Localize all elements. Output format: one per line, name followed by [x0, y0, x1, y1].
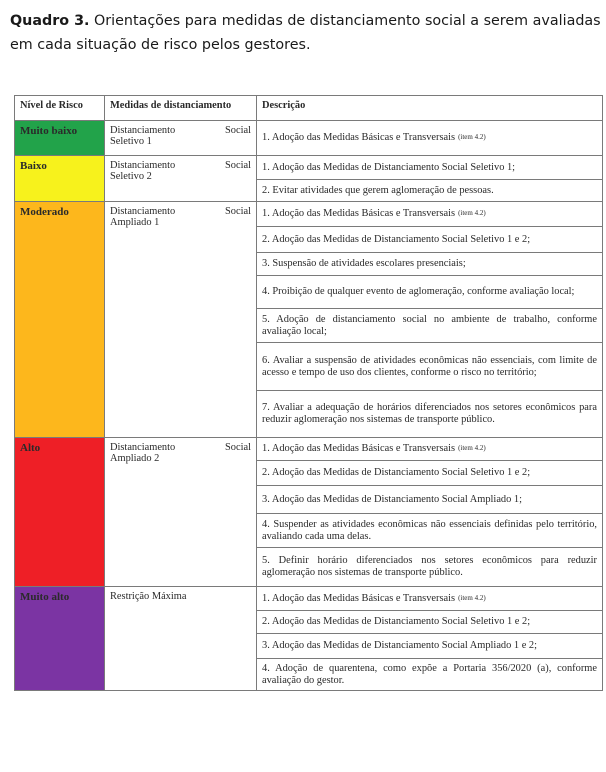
description-content [262, 227, 597, 252]
measure-word: Social [225, 160, 251, 171]
measure-line-1 [110, 206, 251, 217]
description-text-wrap [262, 467, 530, 479]
risk-level-moderado: Moderado [15, 202, 105, 438]
description-text-wrap [262, 494, 522, 506]
description-cell [257, 611, 603, 634]
description-text: 7. Avaliar a adequação de horários diferenciados nos setores econômicos para reduzir aglomeração nos sistemas de transporte público. [262, 402, 597, 425]
caption-line-2: em cada situação de risco pelos gestores. [10, 37, 311, 53]
measure-line-2: Ampliado 1 [110, 217, 160, 228]
description-content [262, 156, 597, 179]
description-content [262, 391, 597, 437]
description-text: 4. Adoção de quarentena, como expõe a Portaria 356/2020 (a), conforme avaliação do gestor. [262, 662, 597, 686]
description-text: 2. Evitar atividades que gerem aglomeração de pessoas. [262, 184, 494, 196]
description-text-wrap [262, 185, 494, 197]
description-text-wrap [262, 314, 597, 338]
description-content [262, 276, 597, 308]
description-cell [257, 121, 603, 156]
measure-word: Distanciamento [110, 125, 176, 136]
measure-line-2: Ampliado 2 [110, 453, 160, 464]
description-cell [257, 461, 603, 486]
description-content [262, 486, 597, 513]
description-content [262, 309, 597, 342]
header-row [15, 96, 603, 121]
description-content [262, 253, 597, 275]
description-cell [257, 309, 603, 343]
description-cell [257, 253, 603, 276]
measure-line-1 [110, 160, 251, 171]
measure-word: Social [225, 206, 251, 217]
description-text: 4. Suspender as atividades econômicas não essenciais definidas pelo território, avaliando cada uma delas. [262, 518, 597, 542]
description-cell [257, 391, 603, 438]
description-text: 1. Adoção das Medidas Básicas e Transversais [262, 208, 456, 219]
description-text-wrap [262, 208, 486, 220]
measure-word: Distanciamento [110, 206, 176, 217]
item-reference: (item 4.2) [458, 133, 486, 141]
header-description: Descrição [257, 96, 603, 121]
measure-word: Social [225, 125, 251, 136]
description-content [262, 180, 597, 201]
measure-moderado [105, 202, 257, 438]
risk-level-baixo: Baixo [15, 156, 105, 202]
measure-word: Distanciamento [110, 160, 176, 171]
description-text-wrap [262, 162, 515, 174]
description-text: 3. Adoção das Medidas de Distanciamento Social Ampliado 1; [262, 493, 523, 505]
description-content [262, 659, 597, 690]
description-text-wrap [262, 258, 466, 270]
measure-line-1 [110, 125, 251, 136]
table-caption [10, 9, 606, 57]
description-text-wrap [262, 593, 486, 605]
distancing-table [14, 95, 603, 691]
measure-line-1 [110, 442, 251, 453]
description-text: 1. Adoção das Medidas Básicas e Transversais [262, 132, 456, 143]
item-reference: (item 4.2) [458, 209, 486, 217]
table-row [15, 156, 603, 180]
description-content [262, 438, 597, 460]
description-cell [257, 202, 603, 227]
description-text-wrap [262, 132, 486, 144]
measure-line-2: Seletivo 2 [110, 171, 152, 182]
description-content [262, 634, 597, 658]
description-text: 1. Adoção das Medidas Básicas e Transversais [262, 443, 456, 454]
description-text-wrap [262, 663, 597, 687]
description-cell [257, 343, 603, 391]
description-content [262, 202, 597, 226]
description-cell [257, 276, 603, 309]
caption-line-1 [10, 9, 606, 33]
description-text: 6. Avaliar a suspensão de atividades econômicas não essenciais, com limite de acesso e tempo de uso dos clientes, conforme o risco no território; [262, 354, 597, 378]
description-cell [257, 438, 603, 461]
table-row [15, 202, 603, 227]
description-text: 1. Adoção das Medidas Básicas e Transversais [262, 592, 456, 604]
description-text: 3. Adoção das Medidas de Distanciamento Social Ampliado 1 e 2; [262, 640, 538, 651]
description-content [262, 514, 597, 547]
description-text-wrap [262, 286, 574, 298]
description-content [262, 611, 597, 633]
description-cell [257, 227, 603, 253]
caption-label: Quadro 3. [10, 13, 90, 29]
description-cell [257, 659, 603, 691]
risk-level-muito-alto: Muito alto [15, 587, 105, 691]
risk-level-alto: Alto [15, 438, 105, 587]
description-text-wrap [262, 616, 530, 628]
measure-muito-baixo [105, 121, 257, 156]
risk-level-muito-baixo: Muito baixo [15, 121, 105, 156]
table-body [15, 121, 603, 691]
description-cell [257, 486, 603, 514]
measure-baixo [105, 156, 257, 202]
header-measures: Medidas de distanciamento [105, 96, 257, 121]
measure-line-1: Restrição Máxima [110, 591, 187, 602]
description-text-wrap [262, 402, 597, 426]
measure-muito-alto [105, 587, 257, 691]
description-text: 2. Adoção das Medidas de Distanciamento Social Seletivo 1 e 2; [262, 233, 531, 245]
measure-line-2: Seletivo 1 [110, 136, 152, 147]
measure-word: Distanciamento [110, 442, 176, 453]
table-row [15, 121, 603, 156]
description-text: 3. Suspensão de atividades escolares presenciais; [262, 258, 466, 269]
description-text: 5. Adoção de distanciamento social no ambiente de trabalho, conforme avaliação local; [262, 313, 597, 337]
description-content [262, 548, 597, 586]
item-reference: (item 4.2) [458, 444, 486, 452]
description-text-wrap [262, 443, 486, 455]
description-content [262, 587, 597, 610]
description-cell [257, 587, 603, 611]
description-text: 2. Adoção das Medidas de Distanciamento Social Seletivo 1 e 2; [262, 467, 531, 478]
header-risk-level: Nível de Risco [15, 96, 105, 121]
description-text: 5. Definir horário diferenciados nos setores econômicos para reduzir aglomeração nos sistemas de transporte público. [262, 555, 597, 578]
item-reference: (item 4.2) [458, 593, 486, 602]
description-text-wrap [262, 555, 597, 579]
caption-text: Orientações para medidas de distanciamento social a serem avaliadas [89, 13, 601, 29]
description-cell [257, 180, 603, 202]
description-text: 1. Adoção das Medidas de Distanciamento Social Seletivo 1; [262, 161, 516, 173]
description-text-wrap [262, 640, 537, 652]
table-row [15, 438, 603, 461]
description-cell [257, 514, 603, 548]
description-content [262, 461, 597, 485]
description-text: 2. Adoção das Medidas de Distanciamento Social Seletivo 1 e 2; [262, 616, 531, 627]
description-content [262, 343, 597, 390]
table-row [15, 587, 603, 611]
description-cell [257, 634, 603, 659]
description-text-wrap [262, 355, 597, 379]
description-text-wrap [262, 519, 597, 543]
description-cell [257, 156, 603, 180]
description-text: 4. Proibição de qualquer evento de aglomeração, conforme avaliação local; [262, 286, 575, 297]
measure-word: Social [225, 442, 251, 453]
measure-alto [105, 438, 257, 587]
description-content [262, 121, 597, 155]
description-cell [257, 548, 603, 587]
description-text-wrap [262, 234, 530, 246]
